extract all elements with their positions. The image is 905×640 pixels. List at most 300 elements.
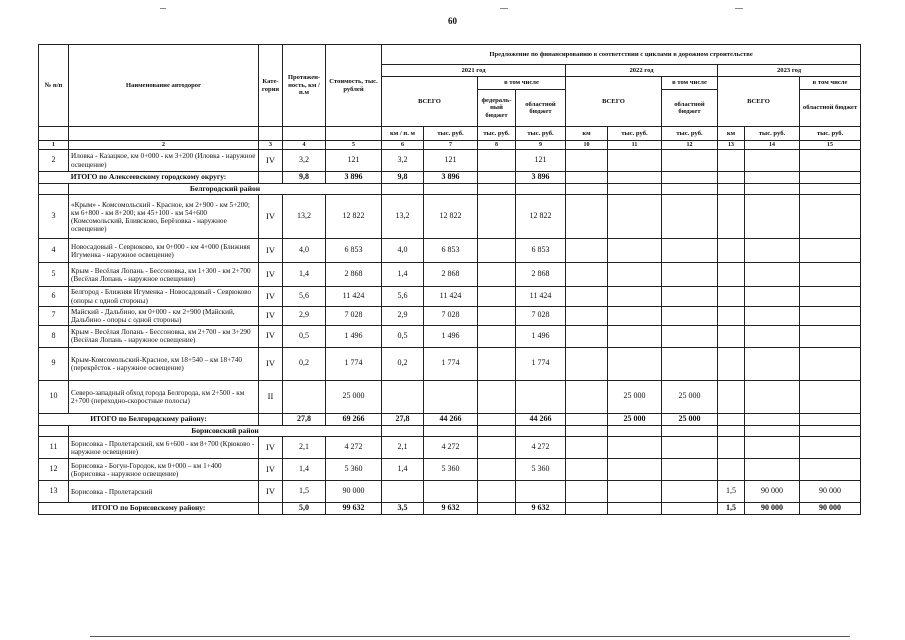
column-index: 3 bbox=[259, 141, 283, 150]
cell-n: 6 bbox=[39, 287, 69, 306]
cell-len: 1,5 bbox=[283, 481, 326, 503]
column-index: 8 bbox=[478, 141, 516, 150]
cell-cat: IV bbox=[259, 347, 283, 380]
cell-c15 bbox=[800, 195, 861, 239]
cell-c9: 12 822 bbox=[516, 195, 566, 239]
cell-c7: 7 028 bbox=[424, 306, 478, 325]
column-index: 11 bbox=[608, 141, 662, 150]
cell-name: Северо-западный обход города Белгорода, км 2+500 - км 2+700 (переходно-скоростные полосы) bbox=[69, 380, 259, 413]
cell-empty bbox=[566, 425, 608, 437]
cell-n: 12 bbox=[39, 459, 69, 481]
cell-len: 5,6 bbox=[283, 287, 326, 306]
cell-c12 bbox=[662, 150, 718, 172]
cell-c15 bbox=[800, 437, 861, 459]
cell-c13: 1,5 bbox=[718, 481, 745, 503]
cell-empty bbox=[745, 425, 800, 437]
cell-c13: 1,5 bbox=[718, 503, 745, 515]
district-label: Борисовский район bbox=[69, 425, 382, 437]
cell-c14 bbox=[745, 195, 800, 239]
cell-c8 bbox=[478, 325, 516, 347]
cell-c13 bbox=[718, 263, 745, 287]
cell-c6: 2,1 bbox=[382, 437, 424, 459]
cell-c8 bbox=[478, 263, 516, 287]
cell-empty bbox=[718, 425, 745, 437]
cell-c12 bbox=[662, 437, 718, 459]
cell-empty bbox=[718, 183, 745, 195]
cell-c12 bbox=[662, 287, 718, 306]
cell-c14 bbox=[745, 437, 800, 459]
cell-c6: 3,5 bbox=[382, 503, 424, 515]
cell-c10 bbox=[566, 503, 608, 515]
cell-empty bbox=[382, 425, 424, 437]
cell-n: 2 bbox=[39, 150, 69, 172]
cell-c9: 3 896 bbox=[516, 172, 566, 184]
cell-c8 bbox=[478, 380, 516, 413]
cell-c11 bbox=[608, 503, 662, 515]
cell-c9: 7 028 bbox=[516, 306, 566, 325]
cell-c7: 121 bbox=[424, 150, 478, 172]
total-row bbox=[39, 172, 861, 184]
unit-rub: тыс. руб. bbox=[745, 127, 800, 141]
cell-c6: 2,9 bbox=[382, 306, 424, 325]
cell-len: 1,4 bbox=[283, 263, 326, 287]
column-index: 10 bbox=[566, 141, 608, 150]
cell-c14 bbox=[745, 239, 800, 263]
cell-name: Майский - Дальбино, км 0+000 - км 2+900 (Майский, Дальбино - опоры с одной стороны) bbox=[69, 306, 259, 325]
header-total-2022: ВСЕГО bbox=[566, 77, 662, 127]
cell-c8 bbox=[478, 172, 516, 184]
cell-cat bbox=[259, 413, 283, 425]
cell-empty bbox=[516, 425, 566, 437]
column-index: 15 bbox=[800, 141, 861, 150]
cell-empty bbox=[662, 425, 718, 437]
column-index: 2 bbox=[69, 141, 259, 150]
cell-c14 bbox=[745, 287, 800, 306]
unit-rub: тыс. руб. bbox=[662, 127, 718, 141]
cell-empty bbox=[608, 183, 662, 195]
cell-c15 bbox=[800, 325, 861, 347]
cell-c10 bbox=[566, 380, 608, 413]
cell-c7: 11 424 bbox=[424, 287, 478, 306]
cell-c9 bbox=[516, 481, 566, 503]
cell-empty bbox=[424, 425, 478, 437]
cell-cost: 12 822 bbox=[326, 195, 382, 239]
cell-c8 bbox=[478, 150, 516, 172]
cell-c7: 6 853 bbox=[424, 239, 478, 263]
header-including-2021: в том числе bbox=[478, 77, 566, 90]
cell-name: Борисовка - Пролетарский bbox=[69, 481, 259, 503]
cell-cat: IV bbox=[259, 437, 283, 459]
header-including-2023: в том числе bbox=[800, 77, 861, 90]
cell-name: Иловка - Казацкое, км 0+000 - км 3+200 (Иловка - наружное освещение) bbox=[69, 150, 259, 172]
column-index: 14 bbox=[745, 141, 800, 150]
cell-n: 5 bbox=[39, 263, 69, 287]
cell-n: 4 bbox=[39, 239, 69, 263]
table-row bbox=[39, 306, 861, 325]
cell-c10 bbox=[566, 413, 608, 425]
cell-n: 9 bbox=[39, 347, 69, 380]
cell-c10 bbox=[566, 481, 608, 503]
cell-c10 bbox=[566, 437, 608, 459]
cell-c8 bbox=[478, 347, 516, 380]
cell-c7: 2 868 bbox=[424, 263, 478, 287]
cell-c15: 90 000 bbox=[800, 503, 861, 515]
cell-c12 bbox=[662, 459, 718, 481]
unit-km: км bbox=[718, 127, 745, 141]
scan-mark bbox=[500, 8, 508, 9]
cell-c11 bbox=[608, 437, 662, 459]
cell-c9: 2 868 bbox=[516, 263, 566, 287]
cell-len: 13,2 bbox=[283, 195, 326, 239]
cell-name: «Крым» - Комсомольский - Красное, км 2+900 - км 5+200; км 6+800 - км 8+200; км 45+100 - км 54+600 (Комсомольский, Бливсково, Берёзовка - наружное освещение) bbox=[69, 195, 259, 239]
cell-cat: IV bbox=[259, 150, 283, 172]
cell-c15 bbox=[800, 347, 861, 380]
cell-c9: 11 424 bbox=[516, 287, 566, 306]
cell-cat: IV bbox=[259, 325, 283, 347]
cell-empty bbox=[478, 425, 516, 437]
cell-c10 bbox=[566, 150, 608, 172]
cell-name: Борисовка - Пролетарский, км 6+600 - км 8+700 (Крюково - наружное освещение) bbox=[69, 437, 259, 459]
cell-c14 bbox=[745, 347, 800, 380]
scan-bottom-line bbox=[90, 636, 850, 637]
cell-c15 bbox=[800, 306, 861, 325]
cell-len: 4,0 bbox=[283, 239, 326, 263]
cell-c15 bbox=[800, 413, 861, 425]
cell-c12 bbox=[662, 263, 718, 287]
header-regional-2023: областной бюджет bbox=[800, 90, 861, 127]
table-row bbox=[39, 380, 861, 413]
cell-c7 bbox=[424, 481, 478, 503]
cell-name: Новосадовый - Севрюково, км 0+000 - км 4+000 (Ближняя Игуменка - наружное освещение) bbox=[69, 239, 259, 263]
cell-len: 9,8 bbox=[283, 172, 326, 184]
cell-c9: 1 774 bbox=[516, 347, 566, 380]
cell-c7 bbox=[424, 380, 478, 413]
cell-c6: 1,4 bbox=[382, 459, 424, 481]
cell-cost: 5 360 bbox=[326, 459, 382, 481]
cell-c14 bbox=[745, 172, 800, 184]
column-index: 12 bbox=[662, 141, 718, 150]
cell-cat bbox=[259, 503, 283, 515]
cell-cat: IV bbox=[259, 306, 283, 325]
cell-cost: 6 853 bbox=[326, 239, 382, 263]
cell-empty bbox=[478, 183, 516, 195]
cell-c12 bbox=[662, 195, 718, 239]
table-row bbox=[39, 195, 861, 239]
cell-c13 bbox=[718, 437, 745, 459]
cell-c11 bbox=[608, 195, 662, 239]
cell-cost: 7 028 bbox=[326, 306, 382, 325]
table-row bbox=[39, 347, 861, 380]
cell-cat: IV bbox=[259, 195, 283, 239]
cell-c10 bbox=[566, 195, 608, 239]
cell-c12 bbox=[662, 325, 718, 347]
cell-c15 bbox=[800, 172, 861, 184]
cell-c8 bbox=[478, 195, 516, 239]
header-including-2022: в том числе bbox=[662, 77, 718, 90]
cell-c15 bbox=[800, 150, 861, 172]
cell-c10 bbox=[566, 172, 608, 184]
cell-c11 bbox=[608, 239, 662, 263]
cell-c9: 6 853 bbox=[516, 239, 566, 263]
cell-c14 bbox=[745, 150, 800, 172]
column-index: 9 bbox=[516, 141, 566, 150]
cell-c11 bbox=[608, 287, 662, 306]
table-row bbox=[39, 150, 861, 172]
cell-c13 bbox=[718, 195, 745, 239]
cell-c9: 9 632 bbox=[516, 503, 566, 515]
cell-c11 bbox=[608, 347, 662, 380]
cell-name: Крым-Комсомольский-Красное, км 18+540 – км 18+740 (перекрёсток - наружное освещение) bbox=[69, 347, 259, 380]
cell-c7: 5 360 bbox=[424, 459, 478, 481]
cell-c12 bbox=[662, 347, 718, 380]
cell-c12: 25 000 bbox=[662, 413, 718, 425]
table-row bbox=[39, 287, 861, 306]
cell-c8 bbox=[478, 437, 516, 459]
cell-c6: 4,0 bbox=[382, 239, 424, 263]
cell-c12 bbox=[662, 503, 718, 515]
road-financing-table bbox=[38, 44, 861, 515]
cell-len: 1,4 bbox=[283, 459, 326, 481]
cell-empty bbox=[39, 425, 69, 437]
cell-cat: IV bbox=[259, 239, 283, 263]
unit-km-pm: км / п. м bbox=[382, 127, 424, 141]
cell-len: 2,9 bbox=[283, 306, 326, 325]
cell-empty bbox=[39, 183, 69, 195]
cell-c6: 13,2 bbox=[382, 195, 424, 239]
cell-n: 11 bbox=[39, 437, 69, 459]
header-regional-2021: областной бюджет bbox=[516, 90, 566, 127]
cell-c13 bbox=[718, 413, 745, 425]
cell-c9: 5 360 bbox=[516, 459, 566, 481]
cell-c8 bbox=[478, 413, 516, 425]
column-index: 4 bbox=[283, 141, 326, 150]
cell-c14: 90 000 bbox=[745, 503, 800, 515]
cell-c15 bbox=[800, 263, 861, 287]
cell-c15 bbox=[800, 287, 861, 306]
cell-c11 bbox=[608, 325, 662, 347]
header-proposal: Предложение по финансированию в соответствии с циклами в дорожном строительстве bbox=[382, 45, 861, 65]
cell-c13 bbox=[718, 380, 745, 413]
cell-c8 bbox=[478, 503, 516, 515]
cell-c6: 3,2 bbox=[382, 150, 424, 172]
cell-c6 bbox=[382, 380, 424, 413]
cell-c10 bbox=[566, 287, 608, 306]
cell-c14 bbox=[745, 325, 800, 347]
cell-c9: 44 266 bbox=[516, 413, 566, 425]
header-cost: Стоимость, тыс. рублей bbox=[326, 45, 382, 127]
cell-c6: 27,8 bbox=[382, 413, 424, 425]
cell-c11 bbox=[608, 263, 662, 287]
cell-name: Белгород - Ближняя Игуменка - Новосадовый - Севрюково (опоры с одной стороны) bbox=[69, 287, 259, 306]
cell-name: Крым - Весёлая Лопань - Бессоновка, км 2+700 - км 3+290 (Весёлая Лопань - наружное освещение) bbox=[69, 325, 259, 347]
cell-cost: 3 896 bbox=[326, 172, 382, 184]
header-year-2022: 2022 год bbox=[566, 65, 718, 77]
cell-len: 3,2 bbox=[283, 150, 326, 172]
header-federal-2021: федераль-ный бюджет bbox=[478, 90, 516, 127]
scan-mark bbox=[735, 8, 743, 9]
cell-cat: IV bbox=[259, 459, 283, 481]
cell-cost: 1 496 bbox=[326, 325, 382, 347]
cell-c14 bbox=[745, 380, 800, 413]
unit-rub: тыс. руб. bbox=[608, 127, 662, 141]
column-index: 5 bbox=[326, 141, 382, 150]
cell-c15 bbox=[800, 380, 861, 413]
cell-cost: 121 bbox=[326, 150, 382, 172]
unit-km: км bbox=[566, 127, 608, 141]
cell-empty bbox=[566, 183, 608, 195]
column-index: 7 bbox=[424, 141, 478, 150]
table-row bbox=[39, 459, 861, 481]
cell-name: Борисовка - Богун-Городок, км 0+000 – км 1+400 (Борисовка - наружное освещение) bbox=[69, 459, 259, 481]
unit-rub: тыс. руб. bbox=[424, 127, 478, 141]
header-year-2023: 2023 год bbox=[718, 65, 861, 77]
cell-c9: 121 bbox=[516, 150, 566, 172]
cell-c13 bbox=[718, 150, 745, 172]
cell-c8 bbox=[478, 239, 516, 263]
cell-empty bbox=[745, 183, 800, 195]
cell-c10 bbox=[566, 325, 608, 347]
district-row bbox=[39, 425, 861, 437]
cell-c10 bbox=[566, 306, 608, 325]
total-label: ИТОГО по Белгородскому району: bbox=[39, 413, 259, 425]
header-total-2021: ВСЕГО bbox=[382, 77, 478, 127]
header-total-2023: ВСЕГО bbox=[718, 77, 800, 127]
cell-c7: 1 496 bbox=[424, 325, 478, 347]
district-label: Белгородский район bbox=[69, 183, 382, 195]
cell-empty bbox=[424, 183, 478, 195]
cell-cost: 69 266 bbox=[326, 413, 382, 425]
cell-empty bbox=[608, 425, 662, 437]
cell-empty bbox=[800, 183, 861, 195]
cell-c8 bbox=[478, 306, 516, 325]
table-row bbox=[39, 239, 861, 263]
cell-c7: 44 266 bbox=[424, 413, 478, 425]
cell-c13 bbox=[718, 287, 745, 306]
cell-len: 0,5 bbox=[283, 325, 326, 347]
unit-rub: тыс. руб. bbox=[800, 127, 861, 141]
cell-c10 bbox=[566, 239, 608, 263]
cell-len: 27,8 bbox=[283, 413, 326, 425]
cell-c11 bbox=[608, 150, 662, 172]
cell-c7: 9 632 bbox=[424, 503, 478, 515]
cell-c9: 1 496 bbox=[516, 325, 566, 347]
unit-rub: тыс. руб. bbox=[478, 127, 516, 141]
cell-c14 bbox=[745, 413, 800, 425]
cell-n: 13 bbox=[39, 481, 69, 503]
cell-c7: 3 896 bbox=[424, 172, 478, 184]
cell-c6: 5,6 bbox=[382, 287, 424, 306]
cell-c14 bbox=[745, 263, 800, 287]
total-label: ИТОГО по Алексеевскому городскому округу: bbox=[39, 172, 259, 184]
header-road-name: Наименование автодорог bbox=[69, 45, 259, 127]
cell-c8 bbox=[478, 287, 516, 306]
cell-cost: 4 272 bbox=[326, 437, 382, 459]
header-no: № п/п bbox=[39, 45, 69, 127]
column-index: 13 bbox=[718, 141, 745, 150]
cell-c6: 9,8 bbox=[382, 172, 424, 184]
total-row bbox=[39, 413, 861, 425]
cell-len: 2,1 bbox=[283, 437, 326, 459]
cell-c14 bbox=[745, 459, 800, 481]
table-row bbox=[39, 437, 861, 459]
cell-name: Крым - Весёлая Лопань - Бессоновка, км 1+300 - км 2+700 (Весёлая Лопань - наружное освещение) bbox=[69, 263, 259, 287]
cell-empty bbox=[382, 183, 424, 195]
cell-c9: 4 272 bbox=[516, 437, 566, 459]
cell-c10 bbox=[566, 459, 608, 481]
cell-c13 bbox=[718, 172, 745, 184]
cell-c11: 25 000 bbox=[608, 413, 662, 425]
cell-c13 bbox=[718, 347, 745, 380]
cell-c7: 12 822 bbox=[424, 195, 478, 239]
cell-len: 5,0 bbox=[283, 503, 326, 515]
cell-cost: 90 000 bbox=[326, 481, 382, 503]
cell-c7: 4 272 bbox=[424, 437, 478, 459]
cell-c12 bbox=[662, 239, 718, 263]
cell-c12 bbox=[662, 481, 718, 503]
cell-c10 bbox=[566, 263, 608, 287]
table-row bbox=[39, 263, 861, 287]
table-row bbox=[39, 481, 861, 503]
cell-c7: 1 774 bbox=[424, 347, 478, 380]
cell-c13 bbox=[718, 325, 745, 347]
cell-c11 bbox=[608, 481, 662, 503]
cell-cost: 11 424 bbox=[326, 287, 382, 306]
cell-n: 3 bbox=[39, 195, 69, 239]
cell-cat: II bbox=[259, 380, 283, 413]
cell-cat: IV bbox=[259, 481, 283, 503]
cell-c13 bbox=[718, 459, 745, 481]
cell-c12 bbox=[662, 306, 718, 325]
cell-c6 bbox=[382, 481, 424, 503]
column-index: 6 bbox=[382, 141, 424, 150]
cell-c10 bbox=[566, 347, 608, 380]
cell-len bbox=[283, 380, 326, 413]
district-row bbox=[39, 183, 861, 195]
cell-c6: 1,4 bbox=[382, 263, 424, 287]
cell-c12: 25 000 bbox=[662, 380, 718, 413]
table-row bbox=[39, 325, 861, 347]
cell-c13 bbox=[718, 239, 745, 263]
cell-cost: 99 632 bbox=[326, 503, 382, 515]
cell-cat bbox=[259, 172, 283, 184]
cell-c13 bbox=[718, 306, 745, 325]
cell-c8 bbox=[478, 481, 516, 503]
cell-c15 bbox=[800, 239, 861, 263]
cell-cost: 2 868 bbox=[326, 263, 382, 287]
header-year-2021: 2021 год bbox=[382, 65, 566, 77]
cell-empty bbox=[516, 183, 566, 195]
cell-c9 bbox=[516, 380, 566, 413]
page-number: 60 bbox=[448, 16, 457, 26]
total-label: ИТОГО по Борисовскому району: bbox=[39, 503, 259, 515]
column-index-row bbox=[39, 141, 861, 150]
header-regional-2022: областной бюджет bbox=[662, 90, 718, 127]
cell-c15 bbox=[800, 459, 861, 481]
cell-c11: 25 000 bbox=[608, 380, 662, 413]
cell-empty bbox=[800, 425, 861, 437]
cell-cat: IV bbox=[259, 287, 283, 306]
cell-cost: 1 774 bbox=[326, 347, 382, 380]
cell-c8 bbox=[478, 459, 516, 481]
header-category: Кате-гория bbox=[259, 45, 283, 127]
cell-cost: 25 000 bbox=[326, 380, 382, 413]
total-row bbox=[39, 503, 861, 515]
header-length: Протяжен-ность, км / п.м bbox=[283, 45, 326, 127]
column-index: 1 bbox=[39, 141, 69, 150]
cell-n: 10 bbox=[39, 380, 69, 413]
cell-n: 7 bbox=[39, 306, 69, 325]
cell-c11 bbox=[608, 172, 662, 184]
